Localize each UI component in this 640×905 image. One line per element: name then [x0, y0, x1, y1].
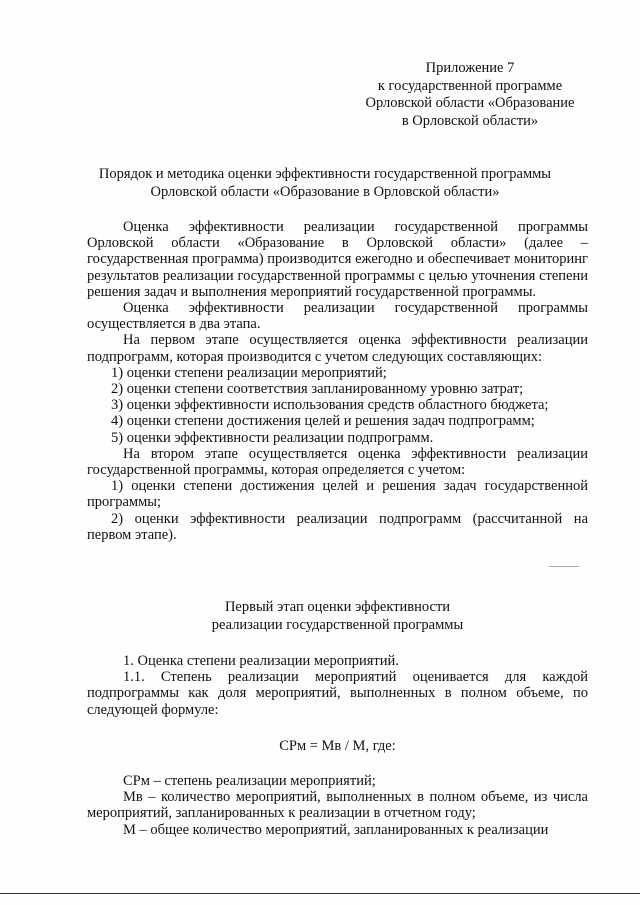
section-heading-line: Первый этап оценки эффективности: [224, 599, 451, 615]
paragraph: Оценка эффективности реализации государственной программы Орловской области «Образование в Орловской области» (далее – государственная программа) производится ежегодно и обеспечивает мониторинг результатов реализации государственной программы с целью уточнения степени решения задач и выполнения мероприятий государственной программы.: [87, 219, 588, 300]
title-line: Орловской области «Образование в Орловской области»: [150, 183, 500, 200]
definition: Мв – количество мероприятий, выполненных в полном объеме, из числа мероприятий, запланированных к реализации в отчетном году;: [87, 789, 588, 822]
appendix-line: к государственной программе: [377, 77, 563, 94]
section-heading-line: реализации государственной программы: [211, 616, 464, 633]
list-item: 2) оценки эффективности реализации подпрограмм (рассчитанной на первом этапе).: [87, 510, 588, 543]
scan-edge-line: [0, 893, 640, 894]
list-item: 5) оценки эффективности реализации подпрограмм.: [111, 429, 434, 446]
title-line: Порядок и методика оценки эффективности государственной программы: [98, 166, 552, 182]
section-body: [87, 653, 588, 718]
body-text: [87, 219, 588, 543]
document-title: [60, 166, 590, 201]
list-item: 1) оценки степени реализации мероприятий;: [111, 364, 387, 381]
definitions: [87, 773, 588, 838]
appendix-line: Орловской области «Образование: [365, 95, 575, 111]
list-item: 3) оценки эффективности использования средств областного бюджета;: [111, 397, 549, 414]
definition: СРм – степень реализации мероприятий;: [123, 773, 376, 789]
scan-mark: [549, 566, 579, 567]
paragraph: На первом этапе осуществляется оценка эффективности реализации подпрограмм, которая производится с учетом следующих составляющих:: [87, 332, 588, 365]
appendix-line: Приложение 7: [425, 60, 515, 76]
formula: СРм = Мв / М, где:: [279, 738, 396, 754]
definition: М – общее количество мероприятий, запланированных к реализации: [123, 821, 549, 838]
appendix-line: в Орловской области»: [401, 112, 539, 129]
paragraph: 1.1. Степень реализации мероприятий оценивается для каждой подпрограммы как доля мероприятий, выполненных в полном объеме, по следующей формуле:: [87, 669, 588, 718]
section-heading: [87, 599, 588, 634]
paragraph: Оценка эффективности реализации государственной программы осуществляется в два этапа.: [87, 300, 588, 333]
paragraph: 1. Оценка степени реализации мероприятий.: [123, 653, 399, 669]
paragraph: На втором этапе осуществляется оценка эффективности реализации государственной программы, которая определяется с учетом:: [87, 445, 588, 479]
appendix-header: [330, 60, 610, 130]
list-item: 1) оценки степени достижения целей и решения задач государственной программы;: [87, 478, 588, 511]
list-item: 2) оценки степени соответствия запланированному уровню затрат;: [111, 381, 524, 398]
list-item: 4) оценки степени достижения целей и решения задач подпрограмм;: [111, 413, 535, 430]
